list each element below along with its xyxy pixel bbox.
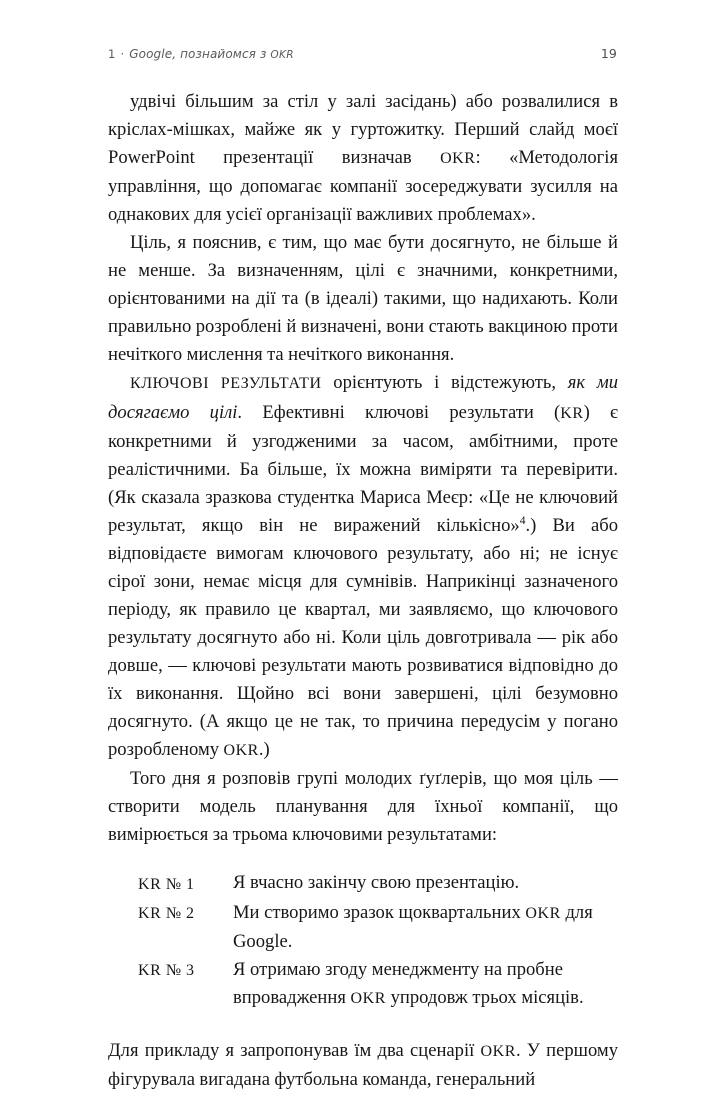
kr-prefix-3: KR [138,962,162,980]
paragraph-3 [108,369,618,765]
paragraph-3-okr: OKR [223,742,259,760]
running-head-separator: · [120,47,125,61]
paragraph-1 [108,88,618,229]
paragraph-5-okr: OKR [480,1042,516,1060]
list-item [138,869,618,898]
paragraph-5-run-a: Для прикладу я запропонував їм два сценарії [108,1039,481,1061]
running-head [108,46,617,66]
list-top-spacer [108,849,618,869]
text-block [108,88,618,1094]
kr-label-1 [138,869,233,898]
paragraph-3-run-a: орієнтують і відстежують, [321,372,568,394]
list-item [138,899,618,956]
kr-prefix-2: KR [138,905,162,923]
paragraph-3-run-e: .) [258,739,270,761]
paragraph-3-run-d: .) Ви або відповідаєте вимогам ключового результату, або ні; не існує сірої зони, немає місця для сумнівів. Наприкінці зазначеного періоду, як правило це квартал, ми заявляємо, що ключового результату досягнуто або ні. Коли ціль довготривала — рік або довше, — ключові результати мають розвиватися відповідно до їх виконання. Щойно всі вони завершені, цілі безумовно досягнуто. (А якщо це не так, то причина передусім у погано розробленому [108,514,618,761]
running-head-left [108,47,294,61]
paragraph-3-kr: KR [560,404,584,422]
paragraph-3-run-b: . Ефективні ключові результати ( [237,401,561,423]
paragraph-3-run-c: ) є конкретними й узгодженими за часом, амбітними, проте реалістичними. Ба більше, їх можна виміряти та перевірити. (Як сказала зразкова студентка Мариса Меєр: «Це не ключовий результат, якщо він не виражений кількісно» [108,401,619,536]
kr-text-1: Я вчасно закінчу свою презентацію. [233,872,520,894]
paragraph-3-lead-smallcaps: КЛЮЧОВІ РЕЗУЛЬТАТИ [130,375,322,393]
kr-text-3-run-b: упродовж трьох місяців. [385,986,584,1008]
kr-text-3 [233,956,618,1013]
chapter-number: 1 [108,47,116,61]
kr-no-sign-2: № [165,905,182,923]
running-head-title [129,47,294,61]
footnote-marker-4: 4 [519,514,526,527]
paragraph-3-italic-phrase: як ми досягаємо цілі [108,372,618,423]
kr-label-2 [138,899,233,956]
kr-text-2-run-a: Ми створимо зразок щоквартальних [233,901,526,923]
list-bottom-spacer [108,1013,618,1037]
kr-text-2-okr: OKR [525,904,561,922]
list-item [138,956,618,1013]
page-number: 19 [600,46,617,61]
kr-number-3: 3 [186,962,195,980]
kr-prefix-1: KR [138,875,162,893]
paragraph-1-run-1: удвічі більшим за стіл у залі засідань) або розвалилися в кріслах-мішках, майже як у гуртожитку. Перший слайд моєї PowerPoint презентації визначав [108,91,618,169]
paragraph-1-run-2: : «Методологія управління, що допомагає компанії зосереджувати зусилля на однакових для усієї організації важливих проблемах». [108,147,618,226]
key-results-list [108,869,618,1013]
paragraph-2: Ціль, я пояснив, є тим, що має бути досягнуто, не більше й не менше. За визначенням, цілі є значними, конкретними, орієнтованими на дії та (в ідеалі) такими, що надихають. Коли правильно розроблені й визначені, вони стають вакциною проти нечіткого мислення та нечіткого виконання. [108,232,618,366]
kr-text-3-run-a: Я отримаю згоду менеджменту на пробне впровадження [233,958,563,1008]
kr-text-2 [233,899,618,956]
kr-no-sign-1: № [165,875,182,893]
kr-label-3 [138,956,233,1013]
kr-number-1: 1 [186,875,195,893]
running-head-title-text: Google, познайомся з [129,47,271,61]
kr-number-2: 2 [186,905,195,923]
paragraph-4: Того дня я розповів групі молодих ґуґлерів, що моя ціль — створити модель планування для їхньої компанії, що вимірюється за трьома ключовими результатами: [108,768,618,846]
paragraph-1-okr: OKR [440,150,476,168]
kr-text-3-okr: OKR [350,989,386,1007]
paragraph-5-run-b: . У першому фігурувала вигадана футбольна команда, генеральний [108,1039,618,1090]
paragraph-5 [108,1037,618,1094]
running-head-title-okr: OKR [270,49,294,61]
kr-no-sign-3: № [165,962,182,980]
kr-text-2-run-b: для Google. [233,901,593,952]
